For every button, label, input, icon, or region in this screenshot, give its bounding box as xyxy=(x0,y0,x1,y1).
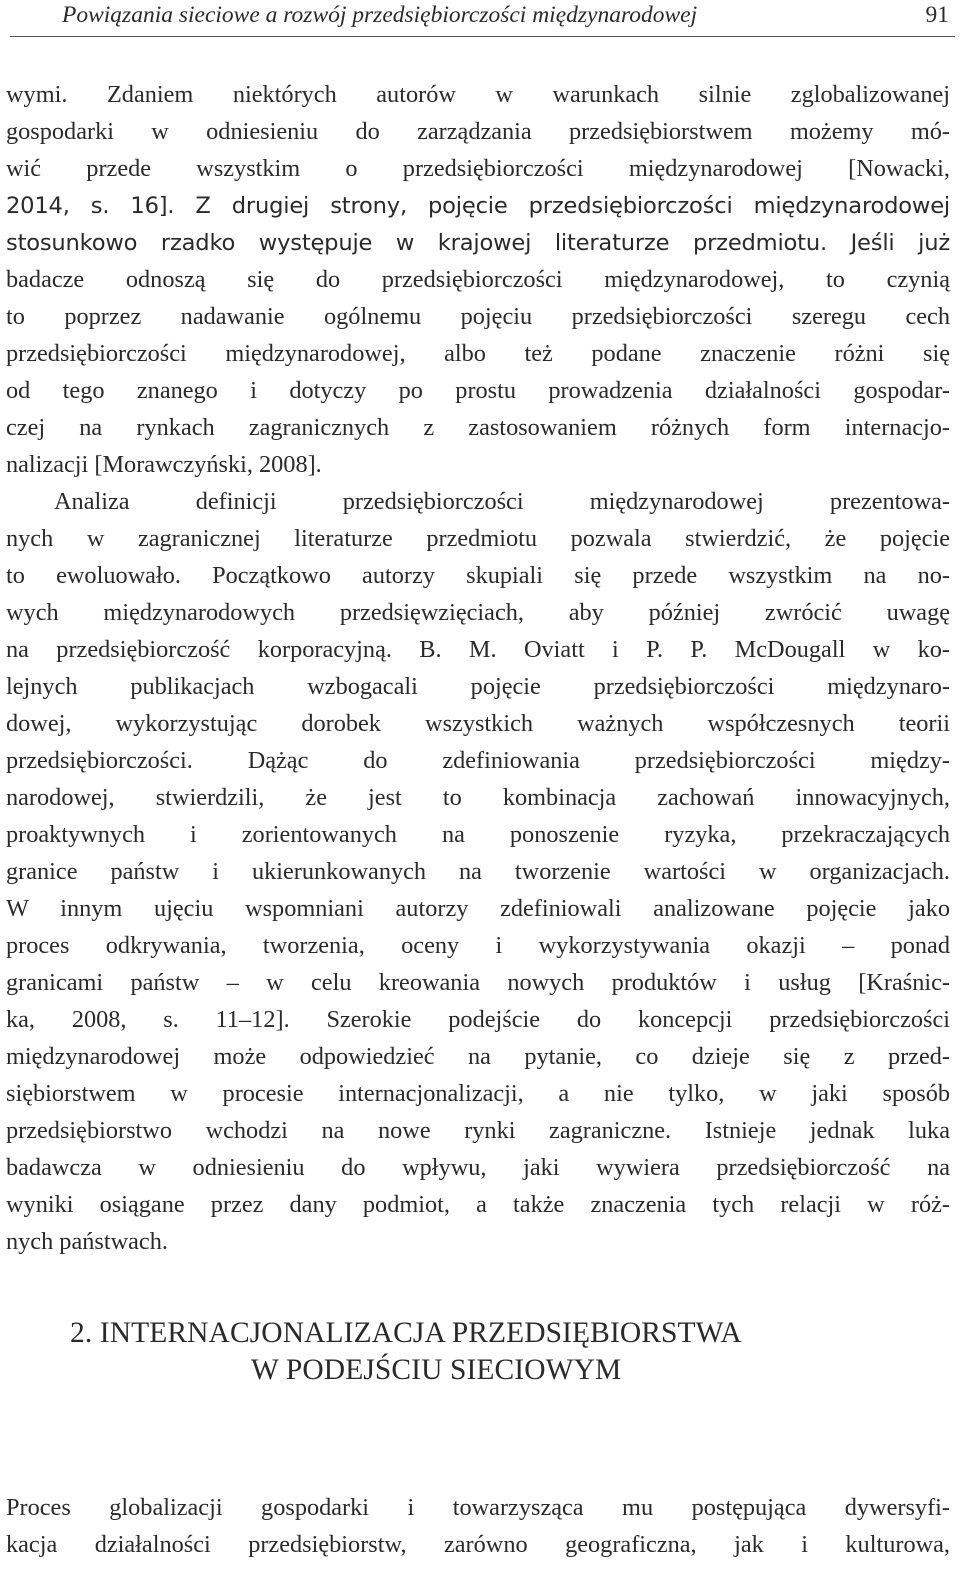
paragraph-line: czej na rynkach zagranicznych z zastosowaniem różnych form internacjo- xyxy=(6,414,950,441)
section-heading-line-2: W PODEJŚCIU SIECIOWYM xyxy=(251,1354,622,1386)
running-header xyxy=(10,0,955,37)
paragraph-line: granice państw i ukierunkowanych na tworzenie wartości w organizacjach. xyxy=(6,858,950,885)
paragraph-line: wymi. Zdaniem niektórych autorów w warunkach silnie zglobalizowanej xyxy=(6,81,950,108)
paragraph-line: siębiorstwem w procesie internacjonalizacji, a nie tylko, w jaki sposób xyxy=(6,1080,950,1107)
paragraph-line: lejnych publikacjach wzbogacali pojęcie przedsiębiorczości międzynaro- xyxy=(6,673,950,700)
paragraph-line: wyniki osiągane przez dany podmiot, a także znaczenia tych relacji w róż- xyxy=(6,1191,950,1218)
paragraph-line: gospodarki w odniesieniu do zarządzania przedsiębiorstwem możemy mó- xyxy=(6,118,950,145)
paragraph-line: ka, 2008, s. 11–12]. Szerokie podejście do koncepcji przedsiębiorczości xyxy=(6,1006,950,1033)
paragraph-line: nalizacji [Morawczyński, 2008]. xyxy=(6,451,322,478)
paragraph-line: to poprzez nadawanie ogólnemu pojęciu przedsiębiorczości szeregu cech xyxy=(6,303,950,330)
paragraph-line: na przedsiębiorczość korporacyjną. B. M. Oviatt i P. P. McDougall w ko- xyxy=(6,636,950,663)
section-heading-line-1: 2. INTERNACJONALIZACJA PRZEDSIĘBIORSTWA xyxy=(70,1317,742,1349)
paragraph-line: dowej, wykorzystując dorobek wszystkich ważnych współczesnych teorii xyxy=(6,710,950,737)
paragraph-line: od tego znanego i dotyczy po prostu prowadzenia działalności gospodar- xyxy=(6,377,950,404)
paragraph-line: kacja działalności przedsiębiorstw, zarówno geograficzna, jak i kulturowa, xyxy=(6,1531,950,1558)
paragraph-line: przedsiębiorczości międzynarodowej, albo też podane znaczenie różni się xyxy=(6,340,950,367)
page-number: 91 xyxy=(925,2,949,28)
paragraph-line: międzynarodowej może odpowiedzieć na pytanie, co dzieje się z przed- xyxy=(6,1043,950,1070)
paragraph-line: wych międzynarodowych przedsięwzięciach, aby później zwrócić uwagę xyxy=(6,599,950,626)
paragraph-line: 2014, s. 16]. Z drugiej strony, pojęcie przedsiębiorczości międzynarodowej xyxy=(6,193,950,219)
paragraph-line: wić przede wszystkim o przedsiębiorczości międzynarodowej [Nowacki, xyxy=(6,155,950,182)
paragraph-line: narodowej, stwierdzili, że jest to kombinacja zachowań innowacyjnych, xyxy=(6,784,950,811)
paragraph-line: przedsiębiorczości. Dążąc do zdefiniowania przedsiębiorczości między- xyxy=(6,747,950,774)
paragraph-line: proces odkrywania, tworzenia, oceny i wykorzystywania okazji – ponad xyxy=(6,932,950,959)
paragraph-line: stosunkowo rzadko występuje w krajowej literaturze przedmiotu. Jeśli już xyxy=(6,230,950,256)
paragraph-line: nych w zagranicznej literaturze przedmiotu pozwala stwierdzić, że pojęcie xyxy=(6,525,950,552)
paragraph-line: proaktywnych i zorientowanych na ponoszenie ryzyka, przekraczających xyxy=(6,821,950,848)
paragraph-line: granicami państw – w celu kreowania nowych produktów i usług [Kraśnic- xyxy=(6,969,950,996)
paragraph-line: nych państwach. xyxy=(6,1228,168,1255)
paragraph-line: Proces globalizacji gospodarki i towarzysząca mu postępująca dywersyfi- xyxy=(6,1494,950,1521)
paragraph-line: W innym ujęciu wspomniani autorzy zdefiniowali analizowane pojęcie jako xyxy=(6,895,950,922)
paragraph-line: to ewoluowało. Początkowo autorzy skupiali się przede wszystkim na no- xyxy=(6,562,950,589)
paragraph-line: Analiza definicji przedsiębiorczości międzynarodowej prezentowa- xyxy=(54,488,950,515)
paragraph-line: badawcza w odniesieniu do wpływu, jaki wywiera przedsiębiorczość na xyxy=(6,1154,950,1181)
header-title: Powiązania sieciowe a rozwój przedsiębiorczości międzynarodowej xyxy=(62,2,698,28)
paragraph-line: przedsiębiorstwo wchodzi na nowe rynki zagraniczne. Istnieje jednak luka xyxy=(6,1117,950,1144)
paragraph-line: badacze odnoszą się do przedsiębiorczości międzynarodowej, to czynią xyxy=(6,266,950,293)
